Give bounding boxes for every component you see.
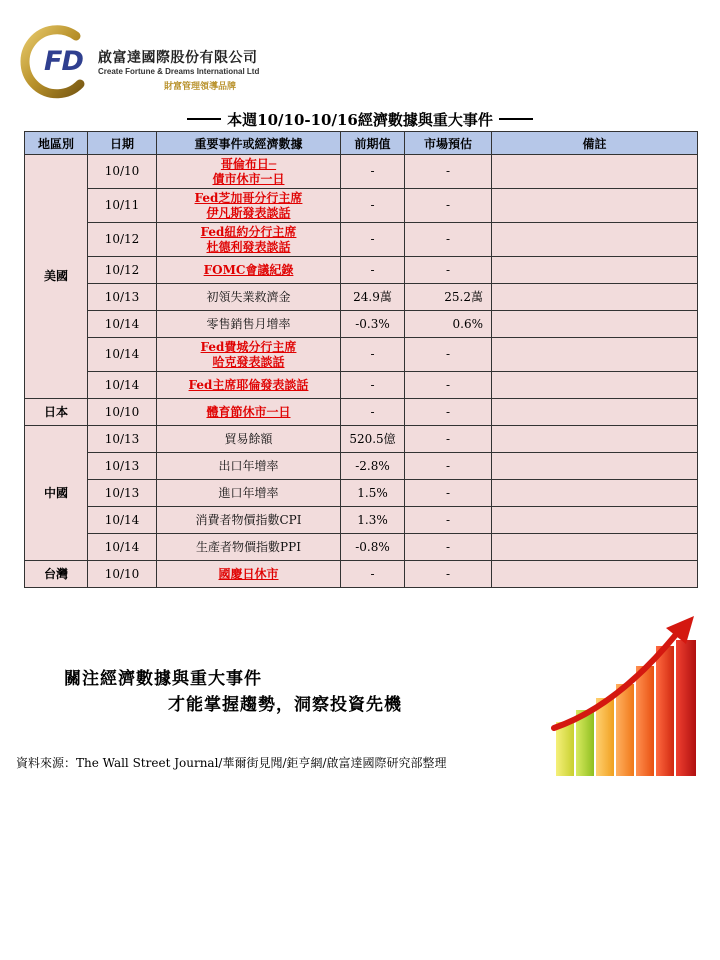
forecast-cell: - — [405, 534, 492, 561]
economic-events-table — [24, 131, 698, 588]
header-previous: 前期值 — [341, 132, 405, 155]
table-row — [25, 284, 698, 311]
date-cell: 10/12 — [88, 257, 157, 284]
forecast-cell: - — [405, 453, 492, 480]
event-cell — [157, 257, 341, 284]
rising-bar-chart-arrow-icon — [548, 610, 708, 780]
event-text: 零售銷售月增率 — [206, 316, 291, 331]
page-title — [160, 108, 560, 130]
event-text: 生產者物價指數PPI — [196, 539, 301, 554]
forecast-cell: - — [405, 189, 492, 223]
title-dash-left — [187, 118, 221, 120]
event-cell — [157, 155, 341, 189]
note-cell — [492, 453, 698, 480]
previous-cell: 1.5% — [341, 480, 405, 507]
note-cell — [492, 561, 698, 588]
table-row — [25, 189, 698, 223]
previous-cell: 1.3% — [341, 507, 405, 534]
title-dash-right — [499, 118, 533, 120]
header-event: 重要事件或經濟數據 — [157, 132, 341, 155]
date-cell: 10/10 — [88, 155, 157, 189]
event-text: 進口年增率 — [218, 485, 279, 500]
event-text: 初領失業救濟金 — [206, 289, 291, 304]
previous-cell: - — [341, 223, 405, 257]
forecast-cell: - — [405, 338, 492, 372]
forecast-cell: 0.6% — [405, 311, 492, 338]
date-cell: 10/14 — [88, 372, 157, 399]
header-note: 備註 — [492, 132, 698, 155]
event-text: 貿易餘額 — [224, 431, 273, 446]
date-cell: 10/12 — [88, 223, 157, 257]
forecast-cell: - — [405, 480, 492, 507]
table-row — [25, 480, 698, 507]
company-slogan: 財富管理領導品牌 — [164, 82, 237, 92]
previous-cell: 24.9萬 — [341, 284, 405, 311]
previous-cell: - — [341, 338, 405, 372]
table-row — [25, 311, 698, 338]
forecast-cell: - — [405, 426, 492, 453]
event-cell — [157, 426, 341, 453]
table-row — [25, 534, 698, 561]
date-cell: 10/11 — [88, 189, 157, 223]
previous-cell: -0.8% — [341, 534, 405, 561]
table-row — [25, 426, 698, 453]
date-cell: 10/13 — [88, 284, 157, 311]
region-cell-tw: 台灣 — [25, 561, 88, 588]
header-region: 地區別 — [25, 132, 88, 155]
note-cell — [492, 534, 698, 561]
note-cell — [492, 480, 698, 507]
event-link[interactable]: Fed紐約分行主席 — [200, 224, 297, 239]
page-title-text: 本週10/10-10/16經濟數據與重大事件 — [227, 110, 493, 129]
note-cell — [492, 223, 698, 257]
company-logo — [14, 22, 260, 100]
company-name-en: Create Fortune & Dreams International Ltd — [98, 67, 260, 76]
previous-cell: -0.3% — [341, 311, 405, 338]
event-cell — [157, 311, 341, 338]
previous-cell: - — [341, 372, 405, 399]
date-cell: 10/14 — [88, 534, 157, 561]
previous-cell: - — [341, 189, 405, 223]
table-row — [25, 507, 698, 534]
note-cell — [492, 189, 698, 223]
event-link[interactable]: 體育節休市一日 — [206, 404, 291, 419]
date-cell: 10/14 — [88, 311, 157, 338]
region-cell-cn: 中國 — [25, 426, 88, 561]
region-cell-jp: 日本 — [25, 399, 88, 426]
event-cell — [157, 399, 341, 426]
forecast-cell: - — [405, 155, 492, 189]
forecast-cell: - — [405, 257, 492, 284]
note-cell — [492, 284, 698, 311]
company-name-cn: 啟富達國際股份有限公司 — [98, 50, 258, 66]
logo-mark-text: FD — [44, 46, 83, 77]
focus-line-2: 才能掌握趨勢，洞察投資先機 — [168, 695, 402, 715]
previous-cell: -2.8% — [341, 453, 405, 480]
event-link[interactable]: 哈克發表談話 — [212, 354, 285, 369]
date-cell: 10/13 — [88, 453, 157, 480]
note-cell — [492, 257, 698, 284]
event-cell — [157, 480, 341, 507]
previous-cell: - — [341, 561, 405, 588]
previous-cell: - — [341, 399, 405, 426]
forecast-cell: 25.2萬 — [405, 284, 492, 311]
previous-cell: 520.5億 — [341, 426, 405, 453]
date-cell: 10/10 — [88, 399, 157, 426]
note-cell — [492, 372, 698, 399]
note-cell — [492, 399, 698, 426]
event-link[interactable]: 哥倫布日─ — [220, 156, 277, 171]
event-cell — [157, 372, 341, 399]
date-cell: 10/13 — [88, 426, 157, 453]
note-cell — [492, 426, 698, 453]
event-cell — [157, 507, 341, 534]
header-date: 日期 — [88, 132, 157, 155]
event-link[interactable]: Fed芝加哥分行主席 — [194, 190, 303, 205]
table-row — [25, 257, 698, 284]
table-row — [25, 453, 698, 480]
forecast-cell: - — [405, 223, 492, 257]
forecast-cell: - — [405, 561, 492, 588]
event-link[interactable]: FOMC會議紀錄 — [203, 262, 294, 277]
event-link[interactable]: Fed費城分行主席 — [200, 339, 297, 354]
note-cell — [492, 338, 698, 372]
forecast-cell: - — [405, 507, 492, 534]
previous-cell: - — [341, 155, 405, 189]
date-cell: 10/13 — [88, 480, 157, 507]
event-link[interactable]: Fed主席耶倫發表談話 — [188, 377, 309, 392]
table-row — [25, 155, 698, 189]
event-cell — [157, 284, 341, 311]
table-row — [25, 399, 698, 426]
previous-cell: - — [341, 257, 405, 284]
event-link[interactable]: 債市休市一日 — [212, 171, 285, 186]
focus-line-1: 關注經濟數據與重大事件 — [64, 669, 262, 689]
forecast-cell: - — [405, 372, 492, 399]
note-cell — [492, 507, 698, 534]
header-forecast: 市場預估 — [405, 132, 492, 155]
table-header-row — [25, 132, 698, 155]
event-cell — [157, 453, 341, 480]
event-cell — [157, 561, 341, 588]
event-link[interactable]: 國慶日休市 — [218, 566, 279, 581]
event-cell — [157, 534, 341, 561]
date-cell: 10/14 — [88, 507, 157, 534]
table-row — [25, 372, 698, 399]
source-note: 資料來源：The Wall Street Journal/華爾街見聞/鉅亨網/啟富達國際研究部整理 — [16, 756, 447, 770]
event-link[interactable]: 杜德利發表談話 — [206, 239, 291, 254]
event-link[interactable]: 伊凡斯發表談話 — [206, 205, 291, 220]
event-text: 消費者物價指數CPI — [195, 512, 302, 527]
date-cell: 10/14 — [88, 338, 157, 372]
region-cell-us: 美國 — [25, 155, 88, 399]
event-cell — [157, 223, 341, 257]
event-cell — [157, 338, 341, 372]
table-row — [25, 338, 698, 372]
forecast-cell: - — [405, 399, 492, 426]
event-text: 出口年增率 — [218, 458, 279, 473]
table-row — [25, 223, 698, 257]
event-cell — [157, 189, 341, 223]
note-cell — [492, 155, 698, 189]
note-cell — [492, 311, 698, 338]
table-row — [25, 561, 698, 588]
date-cell: 10/10 — [88, 561, 157, 588]
